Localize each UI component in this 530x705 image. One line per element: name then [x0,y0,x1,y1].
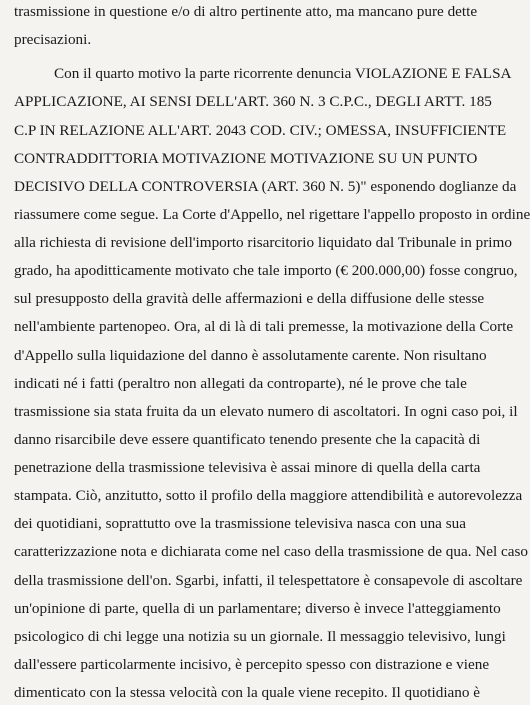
text-line: nell'ambiente partenopeo. Ora, al di là di tali premesse, la motivazione della Corte [14,318,514,335]
text-line: indicati né i fatti (peraltro non allegati da controparte), né le prove che tale [14,375,467,392]
text-line: psicologico di chi legge una notizia su un giornale. Il messaggio televisivo, lungi [14,628,506,645]
text-line: sul presupposto della gravità delle affermazioni e della diffusione delle stesse [14,290,485,307]
text-line: dall'essere particolarmente incisivo, è percepito spesso con distrazione e viene [14,656,490,673]
text-line: d'Appello sulla liquidazione del danno è assolutamente carente. Non risultano [14,347,487,364]
text-line: penetrazione della trasmissione televisiva è assai minore di quella della carta [14,459,481,476]
text-line: precisazioni. [14,31,92,48]
text-line: C.P IN RELAZIONE ALL'ART. 2043 COD. CIV.; OMESSA, INSUFFICIENTE [14,122,507,139]
text-line: dei quotidiani, soprattutto ove la trasmissione televisiva nasca con una sua [14,515,466,532]
text-line: caratterizzazione nota e dichiarata come nel caso della trasmissione de qua. Nel caso [14,543,529,560]
text-line: DECISIVO DELLA CONTROVERSIA (ART. 360 N. 5)" esponendo doglianze da [14,178,517,195]
text-line: un'opinione di parte, quella di un parlamentare; diverso è invece l'atteggiamento [14,600,501,617]
text-line: riassumere come segue. La Corte d'Appello, nel rigettare l'appello proposto in ordine [14,206,530,223]
text-line: APPLICAZIONE, AI SENSI DELL'ART. 360 N. 3 C.P.C., DEGLI ARTT. 185 [14,93,492,110]
text-line: dimenticato con la stessa velocità con la quale viene recepito. Il quotidiano è [14,684,480,701]
text-line: stampata. Ciò, anzitutto, sotto il profilo della maggiore attendibilità e autorevolezza [14,487,523,504]
text-line: trasmissione sia stata fruita da un elevato numero di ascoltatori. In ogni caso poi, il [14,403,518,420]
text-line: alla richiesta di revisione dell'importo risarcitorio liquidato dal Tribunale in primo [14,234,512,251]
text-line: grado, ha apoditticamente motivato che tale importo (€ 200.000,00) fosse congruo, [14,262,518,279]
text-line: danno risarcibile deve essere quantificato tenendo presente che la capacità di [14,431,481,448]
text-line: Con il quarto motivo la parte ricorrente denuncia VIOLAZIONE E FALSA [54,65,512,82]
text-line: della trasmissione dell'on. Sgarbi, infatti, il telespettatore è consapevole di ascoltare [14,572,523,589]
text-line: CONTRADDITTORIA MOTIVAZIONE MOTIVAZIONE SU UN PUNTO [14,150,478,167]
text-line: trasmissione in questione e/o di altro pertinente atto, ma mancano pure dette [14,3,478,20]
